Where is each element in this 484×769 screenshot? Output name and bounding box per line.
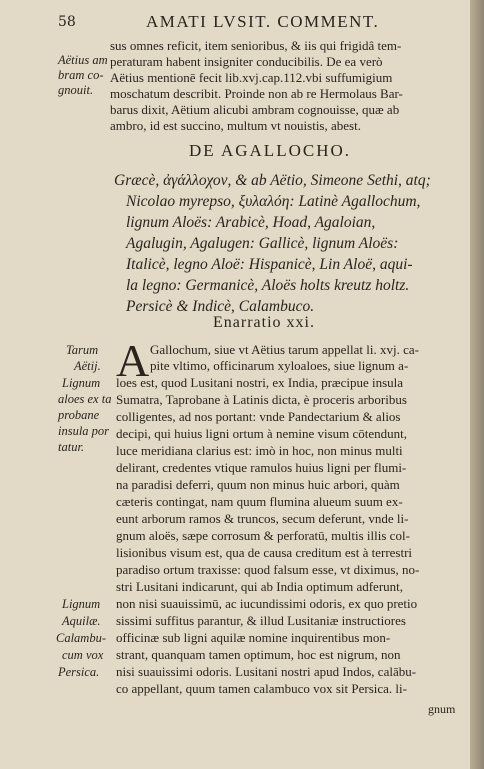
text-line: cæteris contingat, nam quum flumina alueum suum ex- [116,494,403,509]
text-line: nisi suauissimi odoris. Lusitani nostri apud Indos, calābu- [116,664,417,679]
catchword: gnum [428,702,456,716]
text-line: non nisi suauissimū, ac iucundissimi odoris, ex quo pretio [116,596,418,611]
text-line: eunt arborum ramos & truncos, secum deferunt, vnde li- [116,511,409,526]
text-line: ambro, id est succino, multum vt nouistis, abest. [110,118,361,133]
margin-note: Calambu- [56,631,106,645]
margin-note: Aquilæ. [62,614,101,628]
text-line: gnum aloës, sæpe corrosum & perforatū, multis illis col- [116,528,410,543]
text-line: decipi, qui huius ligni ortum à nemine visum cōtendunt, [116,426,408,441]
margin-note: bram co- [58,68,104,82]
text-line: barus dixit, Aëtium alicubi ambram cognouisse, quæ ab [110,102,400,117]
text-line: co appellant, quum tamen calambuco vox sit Persica. li- [116,681,407,696]
text-line: stri Lusitani indicarunt, qui ab India optimum adferunt, [116,579,404,594]
margin-note: Lignum [62,376,101,390]
margin-note: Tarum [66,343,99,357]
synonym-line: Græcè, ἀγάλλοχον, & ab Aëtio, Simeone Sethi, atq; [114,172,431,189]
text-line: sissimi suffitus parantur, & illud Lusitaniæ instructiores [116,613,406,628]
text-line: luce meridiana clarius est: imò in hoc, non minus multi [116,443,403,458]
text-line: paradiso ortum traxisse: quod falsum esse, vt diximus, no- [116,562,420,577]
text-line: colligentes, ad nos portant: vnde Pandectarium & alios [116,409,401,424]
margin-note: Aëtij. [74,359,101,373]
text-line: delirant, credentes vtique ramulos huius ligni per flumi- [116,460,407,475]
margin-note: Persica. [58,665,100,679]
margin-note: Aëtius am [58,53,108,67]
synonym-line: Italicè, legno Aloë: Hispanicè, Lin Aloë, aqui- [126,256,413,273]
chapter-heading: Enarratio xxi. [213,314,315,331]
running-title: AMATI LVSIT. COMMENT. [146,12,380,31]
page-gutter [470,0,484,769]
text-line: sus omnes reficit, item senioribus, & iis qui frigidâ tem- [110,38,402,53]
section-title: DE AGALLOCHO. [189,141,351,160]
text-line: loes est, quod Lusitani nostri, ex India, præcipue insula [116,375,404,390]
margin-note: cum vox [62,648,104,662]
margin-note: insula por [58,424,110,438]
text-line: Aëtius mentionē fecit lib.xvj.cap.112.vbi suffumigium [110,70,393,85]
margin-note: aloes ex ta [58,392,112,406]
synonym-line: Agalugin, Agalugen: Gallicè, lignum Aloës: [126,235,399,252]
text-line: Gallochum, siue vt Aëtius tarum appellat li. xvj. ca- [150,342,419,357]
synonym-line: Nicolao myrepso, ξυλαλόη: Latinè Agallochum, [126,193,421,210]
text-line: Sumatra, Taprobane à Latinis dicta, è proceris arboribus [116,392,407,407]
text-line: moschatum describit. Proinde non ab re Hermolaus Bar- [110,86,403,101]
text-line: peraturam habent insigniter conducibilis. De ea verò [110,54,383,69]
margin-note: tatur. [58,440,85,454]
synonym-line: Persicè & Indicè, Calambuco. [126,298,315,315]
synonym-line: lignum Aloës: Arabicè, Hoad, Agaloian, [126,214,376,231]
text-line: na paradisi deferri, quum non minus huic arbori, quàm [116,477,400,492]
text-line: pite vltimo, officinarum xyloaloes, siue lignum a- [150,358,409,373]
text-line: officinæ sub ligni aquilæ nomine inquirentibus mon- [116,630,391,645]
text-line: strant, quanquam tamen optimum, hoc est nigrum, non [116,647,401,662]
page-header [58,12,458,34]
drop-cap: A [116,335,150,386]
margin-note: gnouit. [58,83,94,97]
margin-note: Lignum [62,597,101,611]
margin-note: probane [58,408,100,422]
synonym-line: la legno: Germanicè, Aloës holts kreutz holtz. [126,277,410,294]
text-line: lisionibus visum est, qua de causa creditum est à terrestri [116,545,413,560]
page-number: 58 [58,14,76,30]
